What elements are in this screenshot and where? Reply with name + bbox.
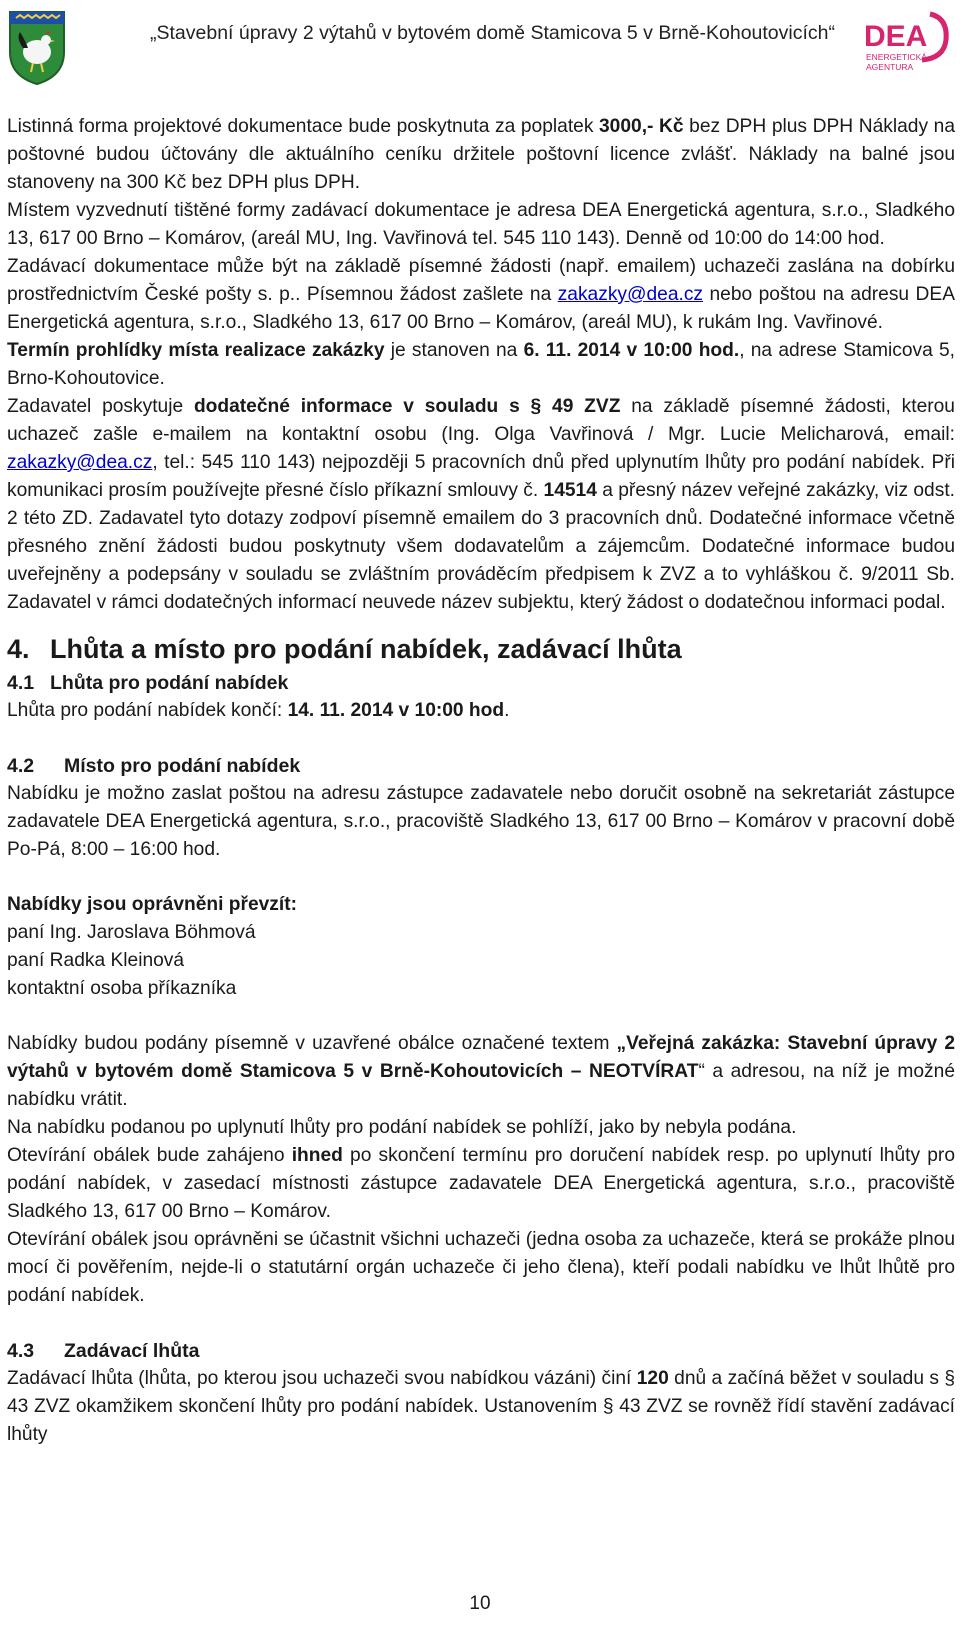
page-header bbox=[0, 0, 960, 92]
paragraph-deadline: Lhůta pro podání nabídek končí: 14. 11. 2014 v 10:00 hod. bbox=[7, 700, 510, 721]
logo-subtitle-1: ENERGETICKÁ bbox=[866, 52, 927, 62]
subsection-heading-4-3: 4.3 Zadávací lhůta bbox=[7, 1340, 200, 1362]
email-link[interactable]: zakazky@dea.cz bbox=[7, 452, 153, 473]
email-link[interactable]: zakazky@dea.cz bbox=[557, 284, 704, 305]
section-heading-4: 4. Lhůta a místo pro podání nabídek, zadávací lhůta bbox=[7, 634, 682, 664]
person-item: paní Radka Kleinová bbox=[7, 950, 185, 971]
logo-text: DEA bbox=[864, 20, 928, 53]
paragraph-opening-participants: Otevírání obálek jsou oprávněni se účastnit všichni uchazeči (jedna osoba za uchazeče, která se prokáže plnou mocí či pověřením, nejde-li o statutární orgán uchazeče či jeho člena), kteří podali nabídku ve lhůt lhůtě pro podání nabídek. bbox=[7, 1229, 955, 1306]
paragraph-printed-docs: Listinná forma projektové dokumentace bude poskytnuta za poplatek 3000,- Kč bez DPH plus DPH Náklady na poštovné budou účtovány dle aktuálního ceníku držitele poštovní licence zvlášť. Náklady na balné jsou stanoveny na 300 Kč bez DPH plus DPH. bbox=[7, 116, 955, 193]
paragraph-submission-place: Nabídku je možno zaslat poštou na adresu zástupce zadavatele nebo doručit osobně na sekretariát zástupce zadavatele DEA Energetická agentura, s.r.o., pracoviště Sladkého 13, 617 00 Brno – Komárov v pracovní době Po-Pá, 8:00 – 16:00 hod. bbox=[7, 783, 955, 860]
paragraph-site-visit: Termín prohlídky místa realizace zakázky je stanoven na 6. 11. 2014 v 10:00 hod., na adrese Stamicova 5, Brno-Kohoutovice. bbox=[7, 340, 955, 389]
document-body bbox=[7, 113, 955, 1449]
persons-heading: Nabídky jsou oprávněni převzít: bbox=[7, 894, 298, 915]
paragraph-pickup-place: Místem vyzvednutí tištěné formy zadávací dokumentace je adresa DEA Energetická agentura, s.r.o., Sladkého 13, 617 00 Brno – Komárov, (areál MU, Ing. Vavřinová tel. 545 110 143). Denně od 10:00 do 14:00 hod. bbox=[7, 200, 955, 249]
paragraph-late-submission: Na nabídku podanou po uplynutí lhůty pro podání nabídek se pohlíží, jako by nebyla podána. bbox=[7, 1117, 797, 1138]
document-title: „Stavební úpravy 2 výtahů v bytovém domě Stamicova 5 v Brně-Kohoutovicích“ bbox=[150, 22, 835, 44]
paragraph-binding-period: Zadávací lhůta (lhůta, po kterou jsou uchazeči svou nabídkou vázáni) činí 120 dnů a začíná běžet v souladu s § 43 ZVZ okamžikem skončení lhůty pro podání nabídek. Ustanovením § 43 ZVZ se rovněž řídí stavění zadávací lhůty bbox=[7, 1368, 955, 1445]
dea-logo-icon bbox=[860, 6, 952, 76]
person-item: paní Ing. Jaroslava Böhmová bbox=[7, 922, 256, 943]
subsection-heading-4-1: 4.1 Lhůta pro podání nabídek bbox=[7, 672, 289, 694]
paragraph-mail-request: Zadávací dokumentace může být na základě písemné žádosti (např. emailem) uchazeči zaslána na dobírku prostřednictvím České pošty s. p.. Písemnou žádost zašlete na zakazky@dea.cz nebo poštou na adresu DEA Energetická agentura, s.r.o., Sladkého 13, 617 00 Brno – Komárov, (areál MU), k rukám Ing. Vavřinové. bbox=[7, 256, 955, 333]
person-item: kontaktní osoba příkazníka bbox=[7, 978, 237, 999]
logo-subtitle-2: AGENTURA bbox=[866, 62, 914, 72]
municipal-crest-icon bbox=[6, 8, 68, 86]
paragraph-opening: Otevírání obálek bude zahájeno ihned po skončení termínu pro doručení nabídek resp. po uplynutí lhůty pro podání nabídek, v zasedací místnosti zástupce zadavatele DEA Energetická agentura, s.r.o., pracoviště Sladkého 13, 617 00 Brno – Komárov. bbox=[7, 1145, 955, 1222]
subsection-heading-4-2: 4.2 Místo pro podání nabídek bbox=[7, 755, 301, 777]
paragraph-envelope: Nabídky budou podány písemně v uzavřené obálce označené textem „Veřejná zakázka: Stavební úpravy 2 výtahů v bytovém domě Stamicova 5 v Brně-Kohoutovicích – NEOTVÍRAT“ a adresou, na níž je možné nabídku vrátit. bbox=[7, 1033, 955, 1110]
page-number: 10 bbox=[469, 1593, 491, 1614]
paragraph-additional-info: Zadavatel poskytuje dodatečné informace v souladu s § 49 ZVZ na základě písemné žádosti, kterou uchazeč zašle e-mailem na kontaktní osobu (Ing. Olga Vavřinová / Mgr. Lucie Melicharová, email: zakazky@dea.cz, tel.: 545 110 143) nejpozději 5 pracovních dnů před uplynutím lhůty pro podání nabídek. Při komunikaci prosím používejte přesné číslo příkazní smlouvy č. 14514 a přesný název veřejné zakázky, viz odst. 2 této ZD. Zadavatel tyto dotazy zodpoví písemně emailem do 3 pracovních dnů. Dodatečné informace včetně přesného znění žádosti budou poskytnuty všem dodavatelům a zájemcům. Dodatečné informace budou uveřejněny a podepsány v souladu se zvláštním prováděcím předpisem k ZVZ a to vyhláškou č. 9/2011 Sb. Zadavatel v rámci dodatečných informací neuvede název subjektu, který žádost o dodatečnou informaci podal. bbox=[7, 396, 955, 613]
